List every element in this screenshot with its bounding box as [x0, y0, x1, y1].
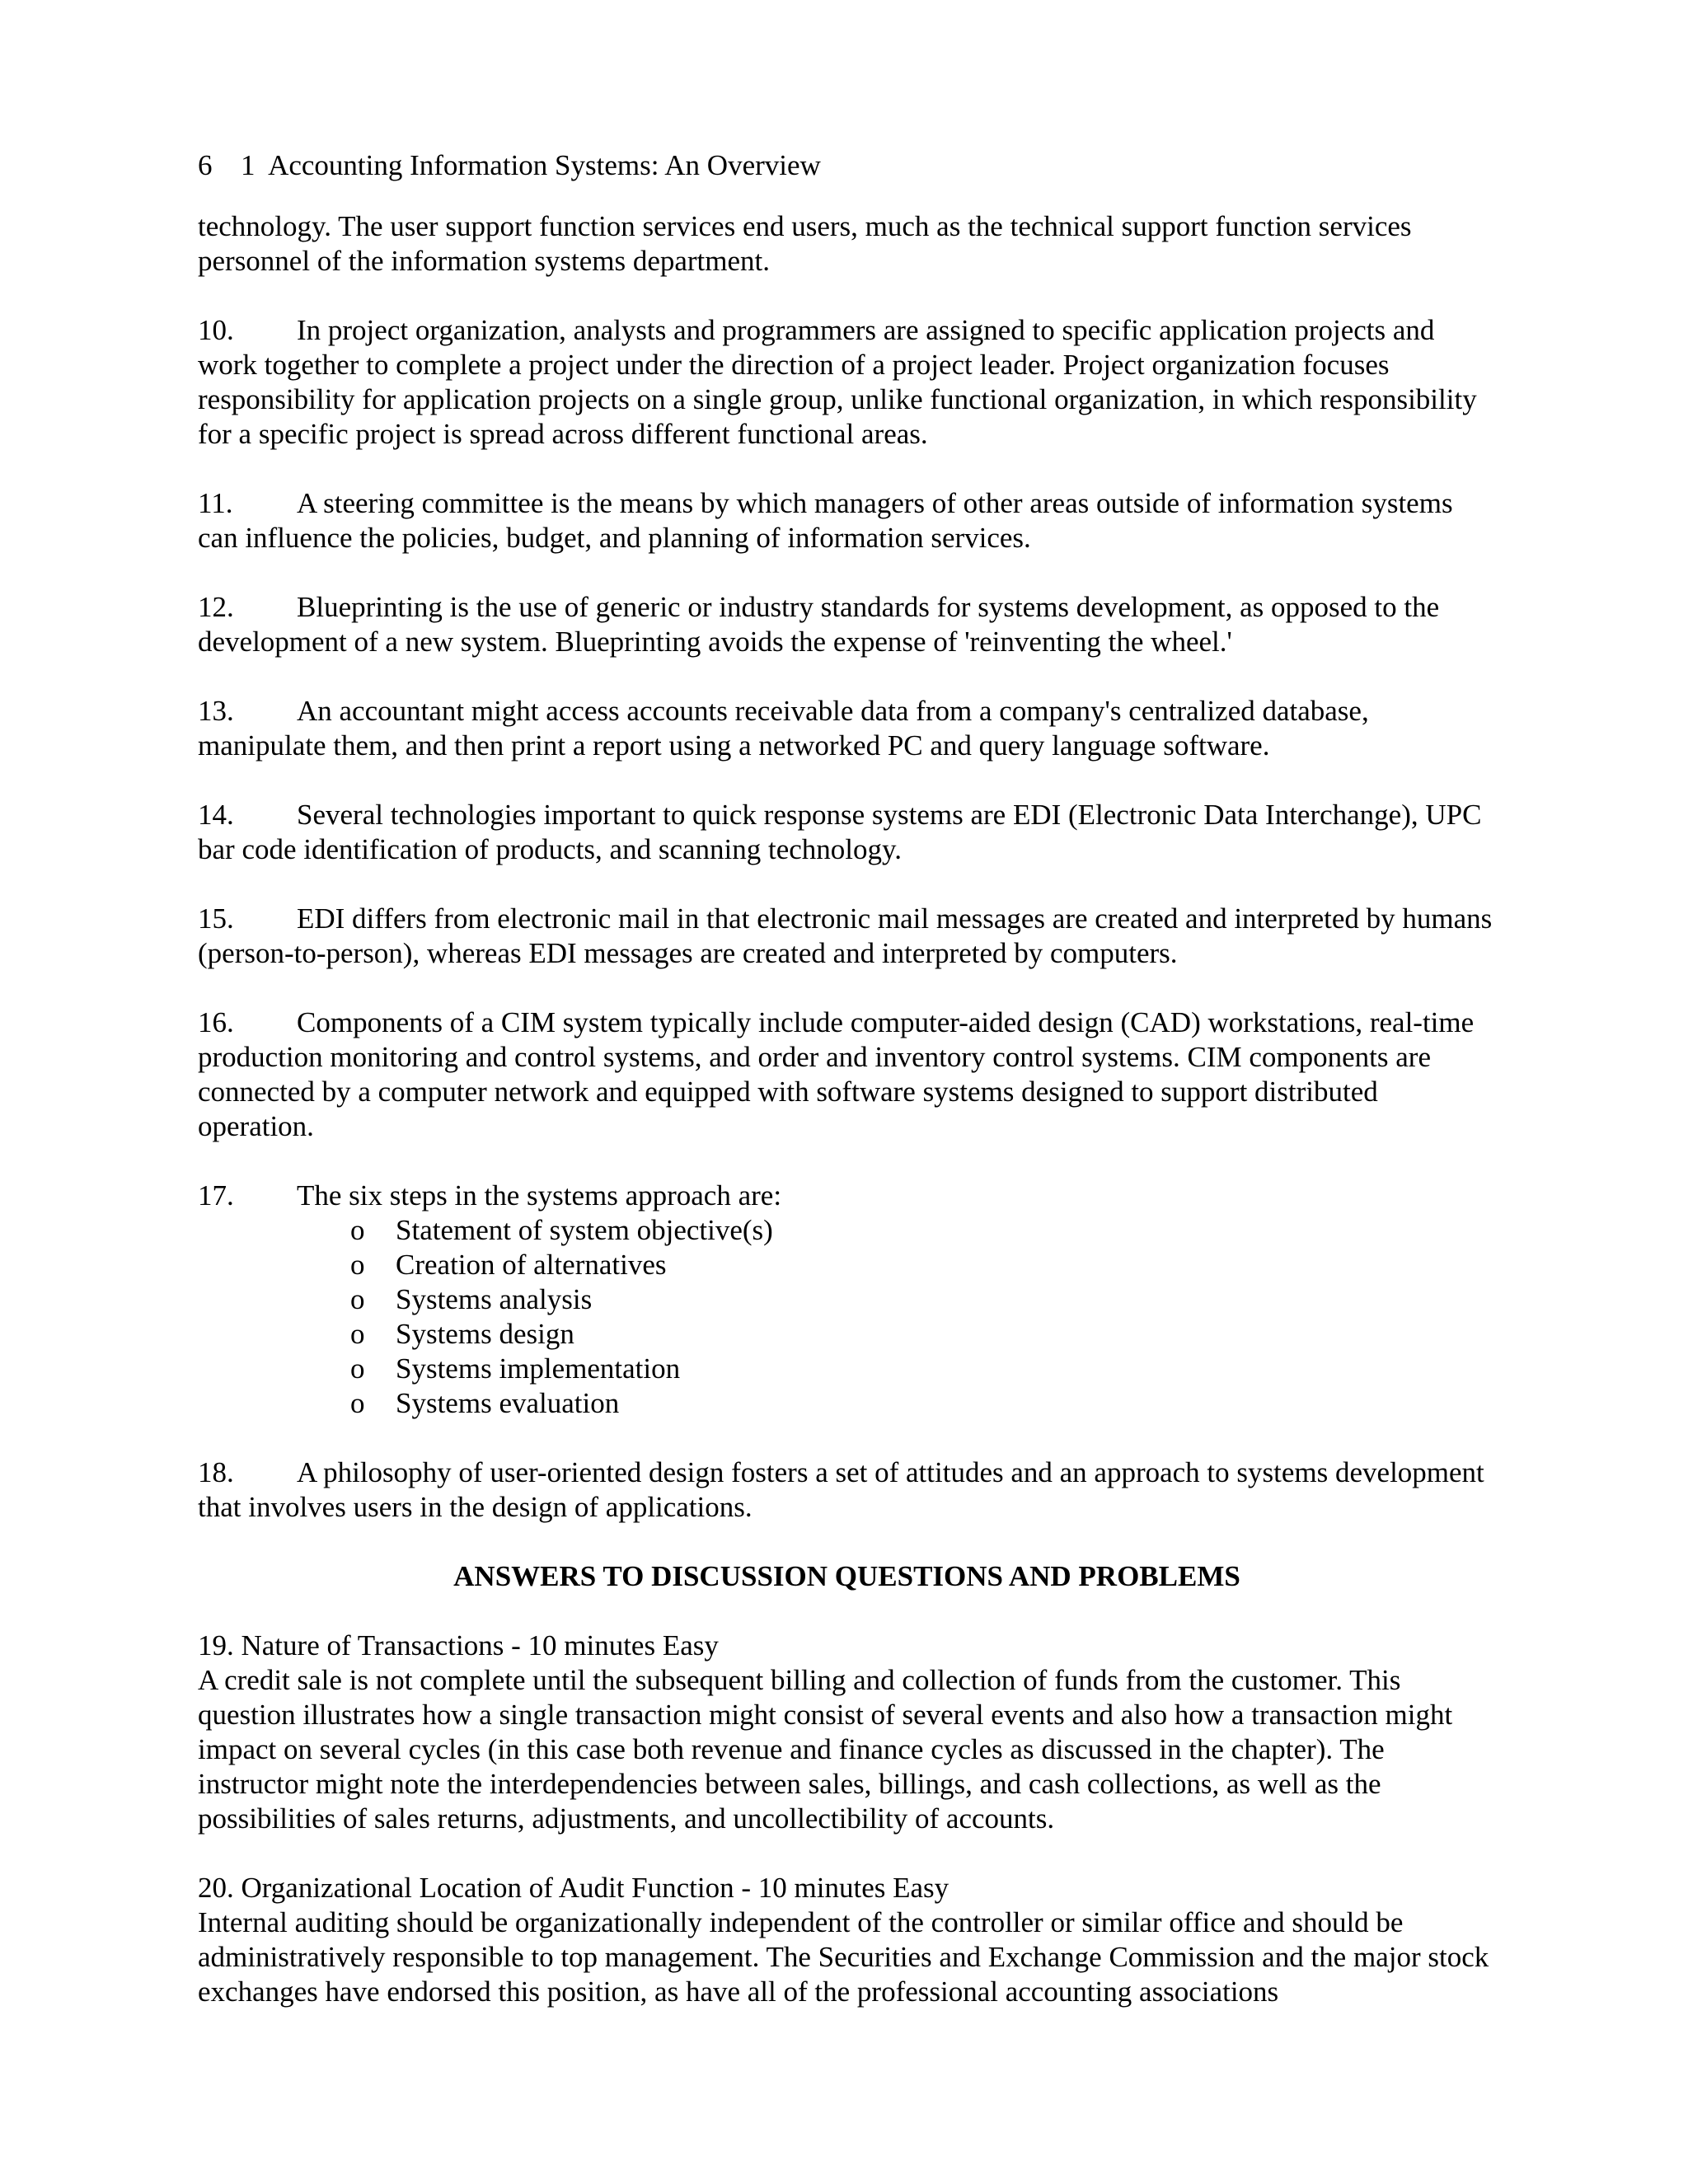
- answer-text: A steering committee is the means by which managers of other areas outside of information systems can influence the policies, budget, and planning of information services.: [198, 487, 1453, 554]
- step-text: Systems implementation: [396, 1352, 681, 1385]
- list-item: [350, 1282, 1496, 1317]
- continuation-paragraph: technology. The user support function services end users, much as the technical support function services personnel of the information systems department.: [198, 210, 1412, 277]
- answer-number: 13.: [198, 695, 234, 727]
- problem-19: [198, 1629, 1496, 1836]
- answer-number: 14.: [198, 799, 234, 831]
- answer-10: [198, 313, 1496, 452]
- answer-17: [198, 1179, 1496, 1421]
- answer-number: 11.: [198, 487, 233, 519]
- answer-text: Components of a CIM system typically include computer-aided design (CAD) workstations, real-time production monitoring and control systems, and order and inventory control systems. CIM components are connected by a computer network and equipped with software systems designed to support distributed operation.: [198, 1006, 1475, 1142]
- answer-text: EDI differs from electronic mail in that electronic mail messages are created and interpreted by humans (person-to-person), whereas EDI messages are created and interpreted by computers.: [198, 902, 1493, 969]
- answer-text: A philosophy of user-oriented design fosters a set of attitudes and an approach to systems development that involves users in the design of applications.: [198, 1456, 1484, 1523]
- list-item: [350, 1248, 1496, 1282]
- list-item: [350, 1213, 1496, 1248]
- answer-number: 12.: [198, 591, 234, 623]
- section-heading: ANSWERS TO DISCUSSION QUESTIONS AND PROBLEMS: [453, 1560, 1240, 1592]
- list-item: [350, 1352, 1496, 1386]
- step-text: Systems analysis: [396, 1283, 593, 1315]
- answer-14: [198, 798, 1496, 867]
- step-text: Systems evaluation: [396, 1387, 620, 1419]
- answer-text: In project organization, analysts and programmers are assigned to specific application projects and work together to complete a project under the direction of a project leader. Project organization focuses responsibility for application projects on a single group, unlike functional organization, in which responsibility for a specific project is spread across different functional areas.: [198, 314, 1477, 450]
- bullet-icon: o: [350, 1249, 365, 1281]
- page-content: [198, 148, 1496, 2009]
- answer-text: The six steps in the systems approach are:: [297, 1179, 782, 1212]
- list-item: [350, 1317, 1496, 1352]
- answer-18: [198, 1455, 1496, 1525]
- problem-body: Internal auditing should be organizationally independent of the controller or similar office and should be administratively responsible to top management. The Securities and Exchange Commission and the major stock exchanges have endorsed this position, as have all of the professional accounting associations: [198, 1906, 1489, 2008]
- step-text: Statement of system objective(s): [396, 1214, 773, 1246]
- list-item: [350, 1386, 1496, 1421]
- problem-body: A credit sale is not complete until the subsequent billing and collection of funds from the customer. This question illustrates how a single transaction might consist of several events and also how a transaction might impact on several cycles (in this case both revenue and finance cycles as discussed in the chapter). The instructor might note the interdependencies between sales, billings, and cash collections, as well as the possibilities of sales returns, adjustments, and uncollectibility of accounts.: [198, 1664, 1453, 1835]
- answer-12: [198, 590, 1496, 659]
- answer-text: Several technologies important to quick response systems are EDI (Electronic Data Interchange), UPC bar code identification of products, and scanning technology.: [198, 799, 1482, 865]
- answer-number: 17.: [198, 1179, 234, 1212]
- page-number: 6: [198, 149, 213, 181]
- answer-17-intro: [198, 1179, 1496, 1213]
- bullet-icon: o: [350, 1318, 365, 1350]
- answer-number: 10.: [198, 314, 234, 346]
- step-text: Creation of alternatives: [396, 1249, 667, 1281]
- problem-20: [198, 1871, 1496, 2009]
- answer-text: Blueprinting is the use of generic or industry standards for systems development, as opposed to the development of a new system. Blueprinting avoids the expense of 'reinventing the wheel.': [198, 591, 1440, 658]
- answer-text: An accountant might access accounts receivable data from a company's centralized database, manipulate them, and then print a report using a networked PC and query language software.: [198, 695, 1369, 762]
- running-head: [198, 148, 1496, 183]
- bullet-icon: o: [350, 1352, 365, 1385]
- answer-number: 15.: [198, 902, 234, 935]
- answer-15: [198, 902, 1496, 971]
- problem-title: 19. Nature of Transactions - 10 minutes Easy: [198, 1629, 719, 1661]
- chapter-number: 1: [241, 149, 256, 181]
- answer-number: 18.: [198, 1456, 234, 1488]
- bullet-icon: o: [350, 1387, 365, 1419]
- step-text: Systems design: [396, 1318, 574, 1350]
- bullet-icon: o: [350, 1214, 365, 1246]
- answer-16: [198, 1005, 1496, 1144]
- chapter-title: Accounting Information Systems: An Overview: [268, 149, 821, 181]
- answer-11: [198, 486, 1496, 555]
- systems-approach-steps: [198, 1213, 1496, 1421]
- bullet-icon: o: [350, 1283, 365, 1315]
- answer-13: [198, 694, 1496, 763]
- answer-number: 16.: [198, 1006, 234, 1038]
- problem-title: 20. Organizational Location of Audit Function - 10 minutes Easy: [198, 1872, 950, 1904]
